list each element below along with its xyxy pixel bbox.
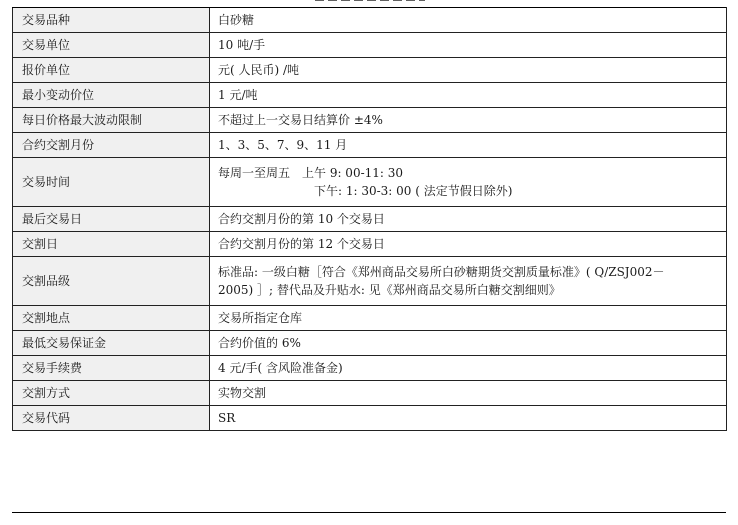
row-value: SR (210, 406, 727, 431)
table-row (13, 406, 727, 431)
row-value: 10 吨/手 (210, 33, 727, 58)
table-row (13, 133, 727, 158)
trading-hours-line-2: 下午: 1: 30-3: 00 ( 法定节假日除外) (314, 184, 513, 198)
row-label: 最低交易保证金 (13, 331, 210, 356)
row-label: 交易代码 (13, 406, 210, 431)
table-top-rule (12, 7, 726, 8)
row-value: 合约交割月份的第 12 个交易日 (210, 232, 727, 257)
row-label: 报价单位 (13, 58, 210, 83)
row-value: 交易所指定仓库 (210, 306, 727, 331)
row-label: 交割地点 (13, 306, 210, 331)
row-label: 最小变动价位 (13, 83, 210, 108)
grade-line-2: 2005) ］; 替代品及升贴水: 见《郑州商品交易所白糖交割细则》 (218, 283, 561, 297)
row-label: 合约交割月份 (13, 133, 210, 158)
table-row (13, 232, 727, 257)
row-value: 1 元/吨 (210, 83, 727, 108)
table-row (13, 158, 727, 207)
trading-hours-line-1: 每周一至周五 上午 9: 00-11: 30 (218, 166, 404, 180)
row-value: 合约价值的 6% (210, 331, 727, 356)
row-label: 交易手续费 (13, 356, 210, 381)
row-label: 最后交易日 (13, 207, 210, 232)
row-label: 交易单位 (13, 33, 210, 58)
row-value: 实物交割 (210, 381, 727, 406)
table-row (13, 306, 727, 331)
contract-spec-table (12, 7, 727, 431)
row-label: 交割方式 (13, 381, 210, 406)
table-row (13, 8, 727, 33)
table-row (13, 33, 727, 58)
row-value: 1、3、5、7、9、11 月 (210, 133, 727, 158)
table-row (13, 58, 727, 83)
row-value: 不超过上一交易日结算价 ±4% (210, 108, 727, 133)
row-value: 白砂糖 (210, 8, 727, 33)
clipped-caption-fragment (290, 0, 450, 3)
grade-line-1: 标准品: 一级白糖［符合《郑州商品交易所白砂糖期货交割质量标准》( Q/ZSJ002－ (218, 265, 665, 279)
row-label: 交易时间 (13, 158, 210, 207)
table-row (13, 381, 727, 406)
row-value (210, 158, 727, 207)
table-row (13, 356, 727, 381)
row-label: 交割品级 (13, 257, 210, 306)
row-value: 元( 人民币) /吨 (210, 58, 727, 83)
row-value: 合约交割月份的第 10 个交易日 (210, 207, 727, 232)
row-label: 每日价格最大波动限制 (13, 108, 210, 133)
table-row (13, 207, 727, 232)
table-bottom-rule (12, 512, 726, 513)
row-value (210, 257, 727, 306)
row-label: 交割日 (13, 232, 210, 257)
table-row (13, 257, 727, 306)
table-row (13, 83, 727, 108)
table-row (13, 108, 727, 133)
row-value: 4 元/手( 含风险准备金) (210, 356, 727, 381)
row-label: 交易品种 (13, 8, 210, 33)
table-row (13, 331, 727, 356)
